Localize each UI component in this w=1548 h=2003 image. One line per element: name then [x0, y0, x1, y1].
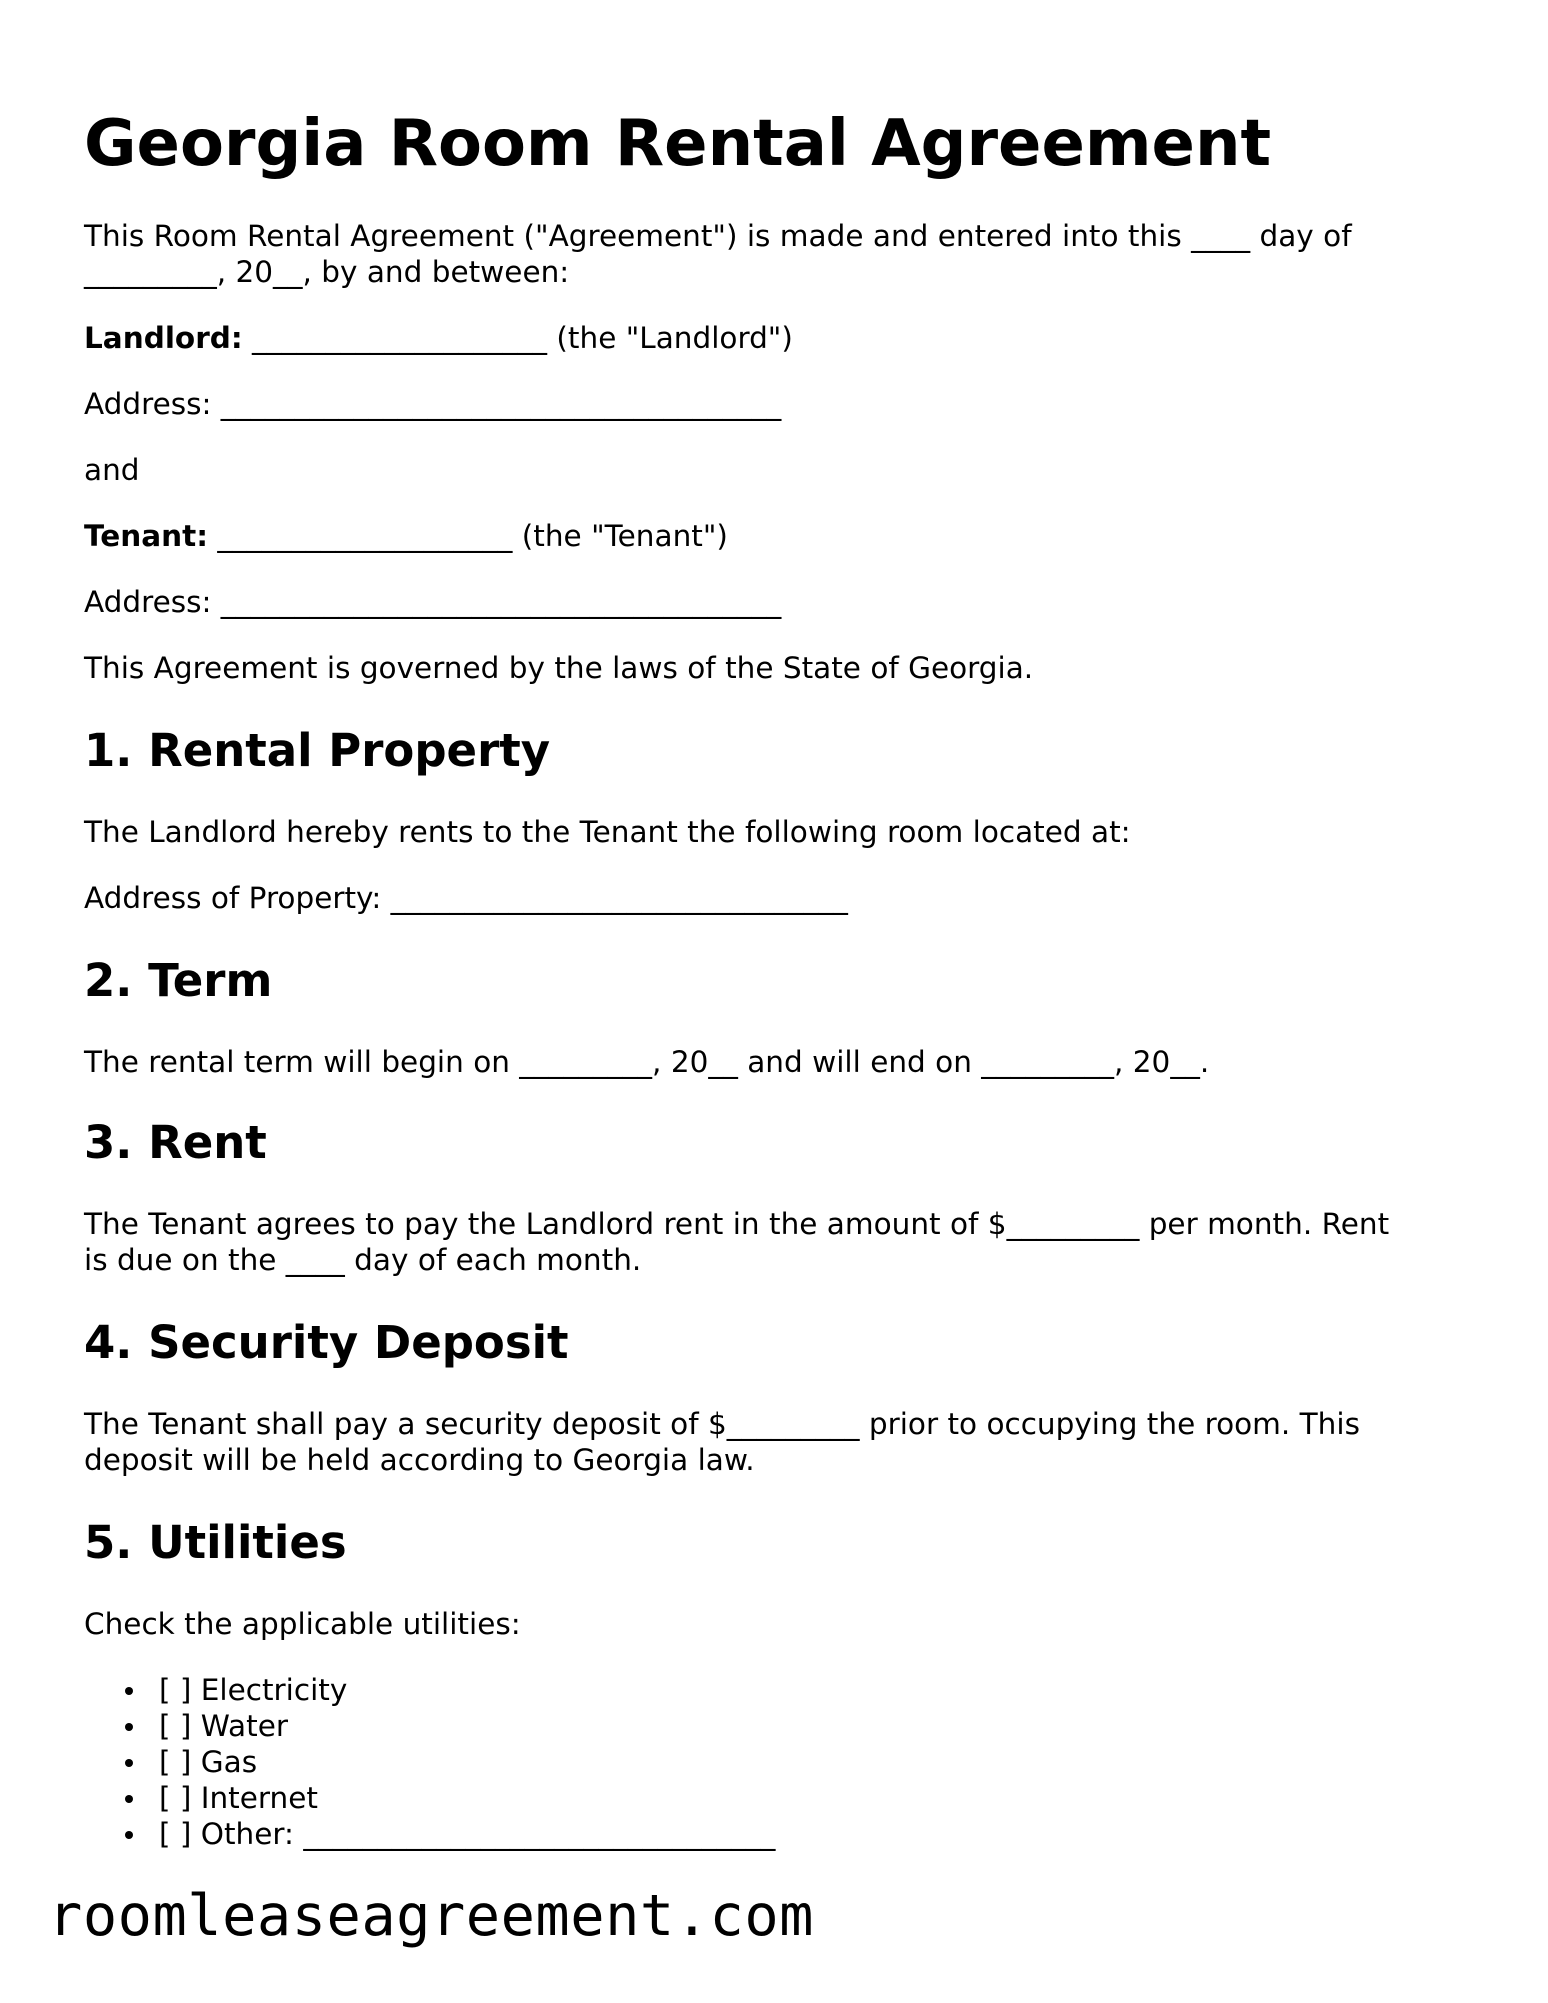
utilities-text: Check the applicable utilities: [84, 1607, 521, 1641]
utility-item-internet: [ ] Internet [159, 1780, 775, 1816]
section-heading-rent: 3. Rent [84, 1116, 267, 1169]
landlord-line [84, 320, 793, 356]
section-heading-utilities: 5. Utilities [84, 1516, 347, 1569]
rent-line-2: is due on the ____ day of each month. [84, 1243, 642, 1277]
intro-line-2: _________, 20__, by and between: [84, 255, 570, 289]
landlord-label: Landlord: [84, 321, 243, 355]
utility-item-other: [ ] Other: ________________________________ [159, 1817, 776, 1851]
tenant-line [84, 518, 728, 554]
term-text: The rental term will begin on _________, 20__ and will end on _________, 20__. [84, 1045, 1210, 1079]
watermark-text: roomleaseagreement.com [48, 1883, 814, 1949]
section-heading-rental-property: 1. Rental Property [84, 724, 551, 777]
deposit-line-1: The Tenant shall pay a security deposit of $_________ prior to occupying the room. This [84, 1407, 1360, 1441]
tenant-label: Tenant: [84, 519, 209, 553]
tenant-name-blank: ____________________ (the "Tenant") [208, 519, 728, 553]
utility-item-water: [ ] Water [159, 1708, 775, 1744]
rental-property-text: The Landlord hereby rents to the Tenant the following room located at: [84, 815, 1131, 849]
intro-line-1: This Room Rental Agreement ("Agreement") is made and entered into this ____ day of [84, 219, 1352, 253]
governing-law: This Agreement is governed by the laws of the State of Georgia. [84, 651, 1034, 685]
deposit-line-2: deposit will be held according to Georgia law. [84, 1443, 755, 1477]
section-heading-term: 2. Term [84, 954, 273, 1007]
landlord-name-blank: ____________________ (the "Landlord") [242, 321, 793, 355]
property-address: Address of Property: _______________________________ [84, 881, 848, 915]
document-title: Georgia Room Rental Agreement [84, 107, 1272, 181]
utility-item-gas: [ ] Gas [159, 1744, 775, 1780]
and-connector: and [84, 453, 140, 487]
section-heading-security-deposit: 4. Security Deposit [84, 1316, 569, 1369]
utilities-list [84, 1672, 775, 1852]
utility-item-electricity: [ ] Electricity [159, 1672, 775, 1708]
landlord-address: Address: ______________________________________ [84, 387, 782, 421]
tenant-address: Address: ______________________________________ [84, 585, 782, 619]
rent-line-1: The Tenant agrees to pay the Landlord rent in the amount of $_________ per month. Rent [84, 1207, 1390, 1241]
